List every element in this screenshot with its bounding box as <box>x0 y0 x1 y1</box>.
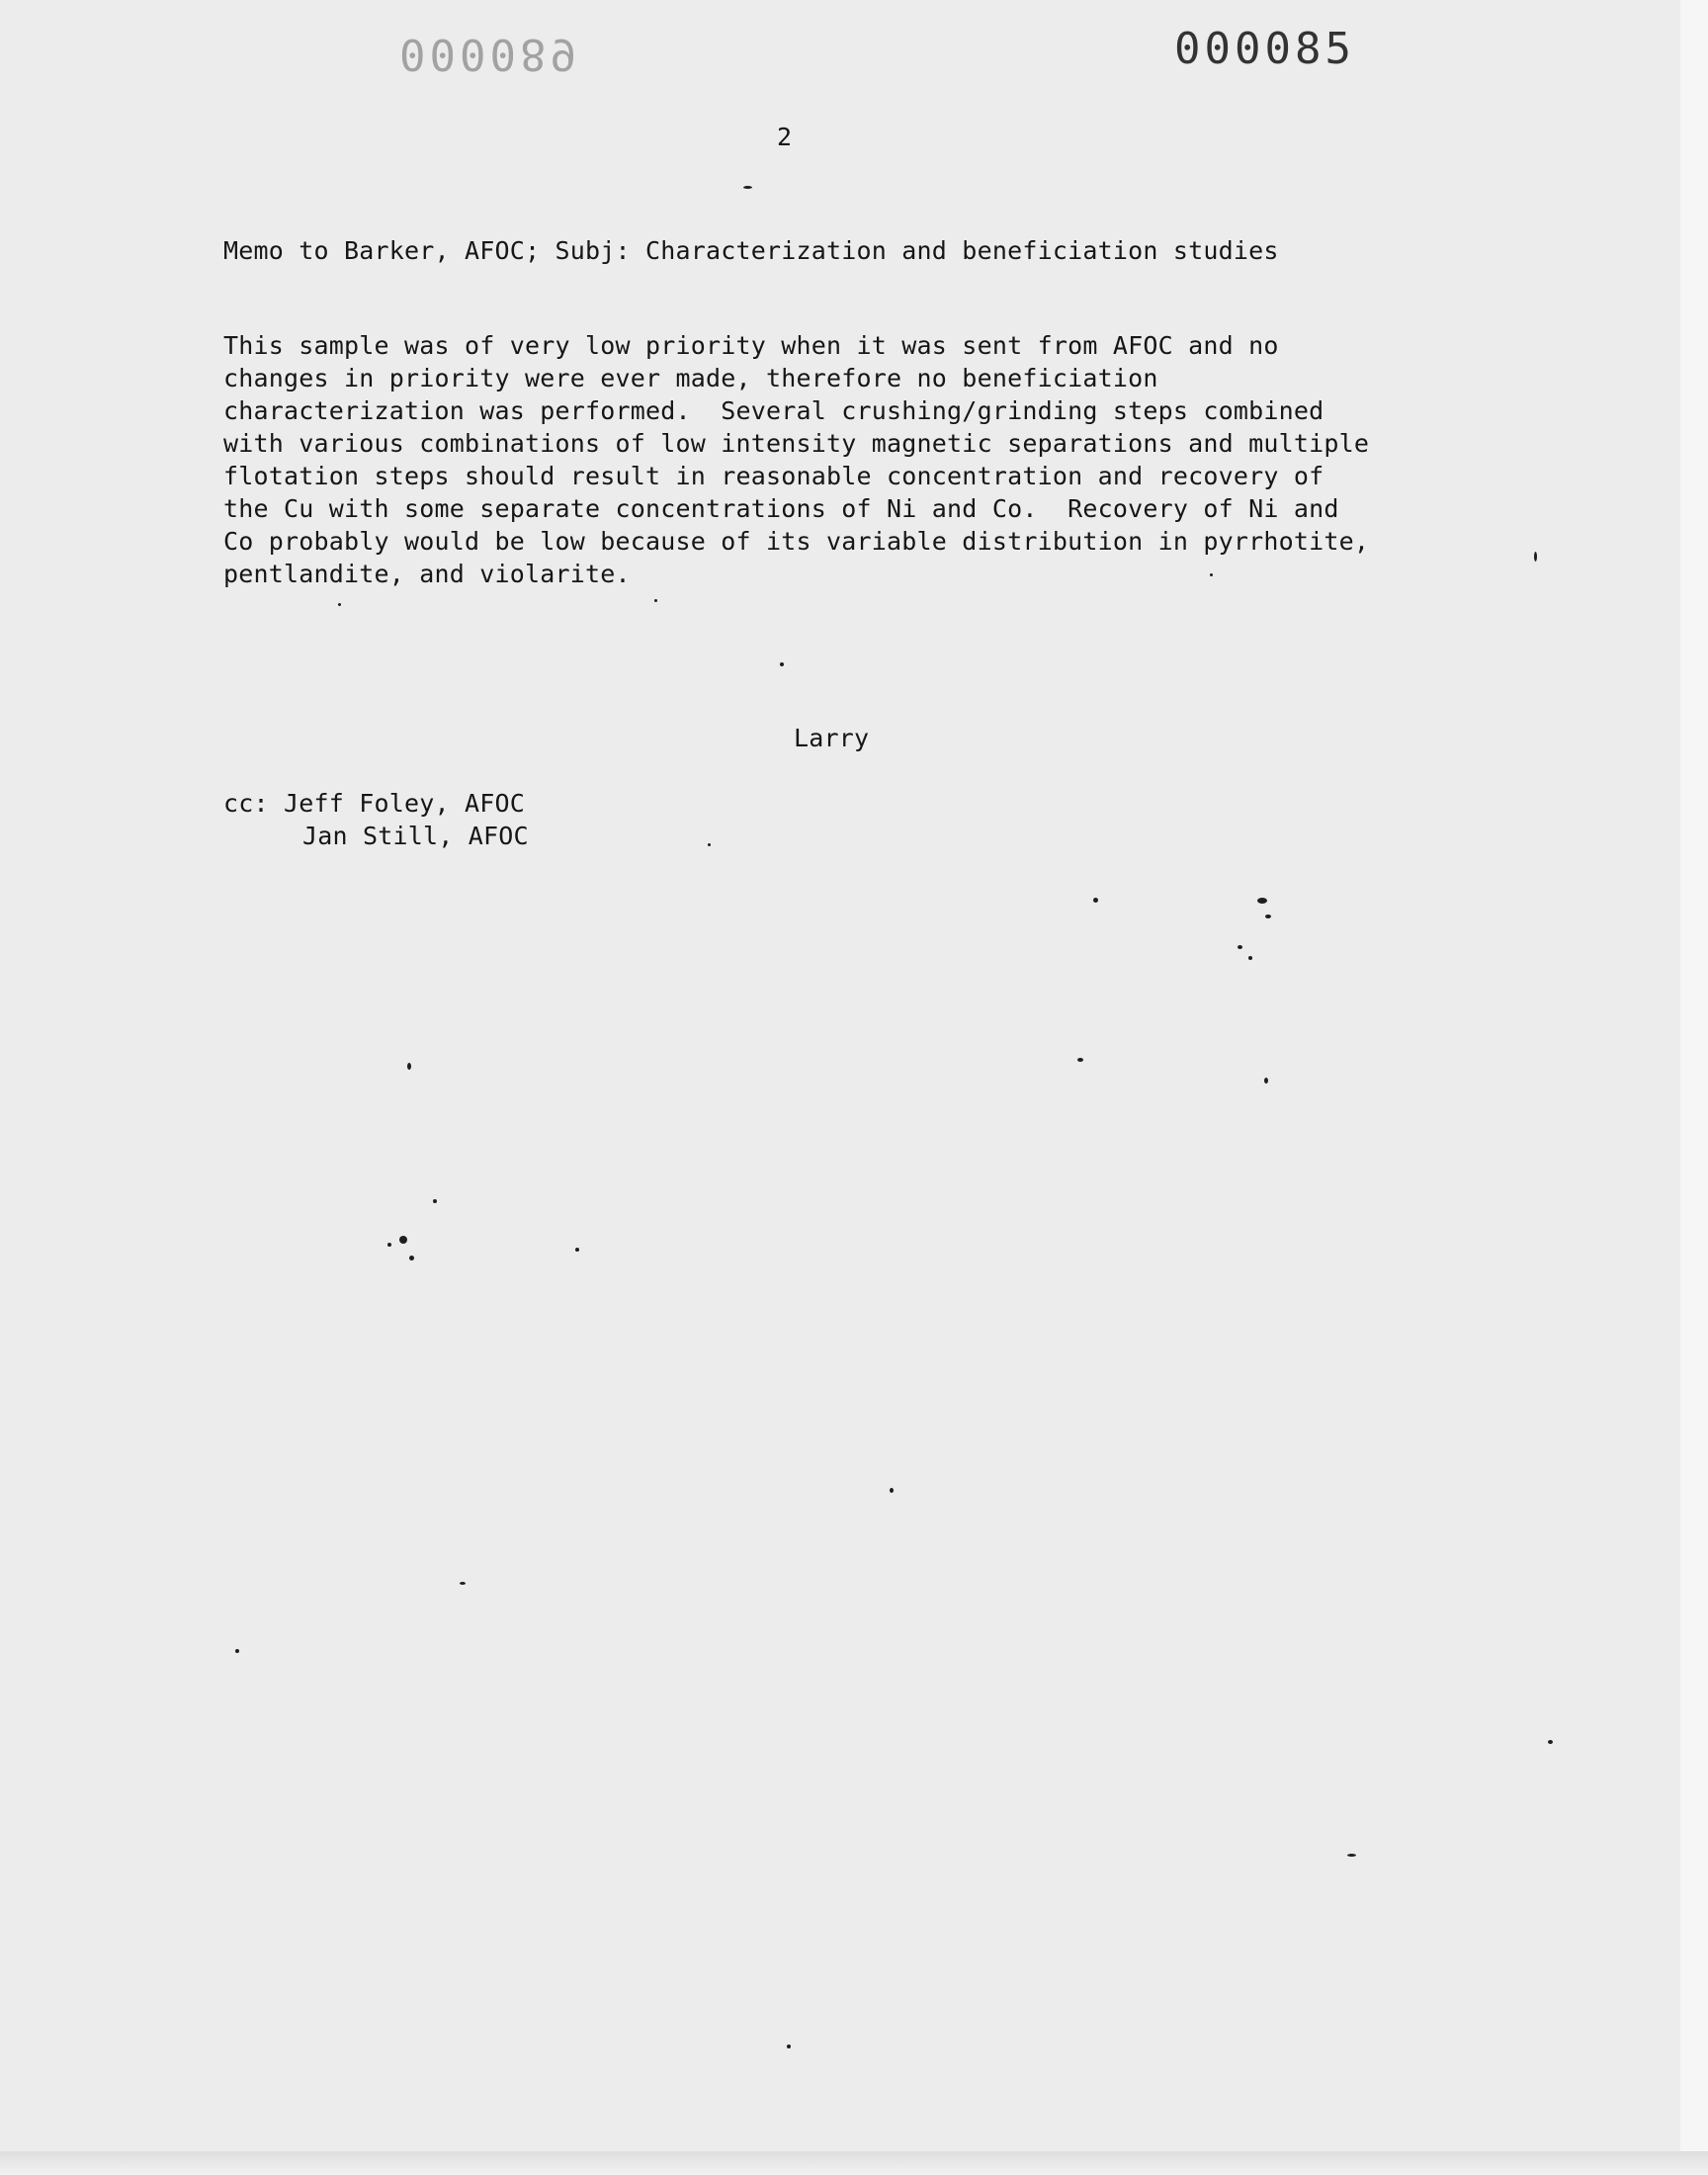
cc-recipient: Jeff Foley, AFOC <box>284 789 526 818</box>
scan-speck <box>1210 573 1213 576</box>
cc-label: cc: <box>223 789 269 818</box>
body-line: pentlandite, and violarite. <box>223 560 631 588</box>
cc-recipient: Jan Still, AFOC <box>302 822 529 850</box>
scan-speck <box>407 1063 411 1070</box>
scan-speck <box>780 662 784 666</box>
scan-speck <box>387 1243 391 1247</box>
scan-speck <box>654 599 657 602</box>
scan-speck <box>235 1649 239 1653</box>
scan-speck <box>890 1488 894 1493</box>
scan-speck <box>1548 1740 1553 1744</box>
scan-edge <box>0 2151 1708 2175</box>
scan-speck <box>399 1236 407 1244</box>
body-line: the Cu with some separate concentrations of Ni and Co. Recovery of Ni and <box>223 494 1339 523</box>
scan-speck <box>460 1582 466 1585</box>
page-stamp-faint: 000089 <box>399 29 580 79</box>
scan-speck <box>1264 1078 1268 1084</box>
scan-speck <box>1248 956 1252 960</box>
scan-speck <box>743 186 752 189</box>
body-line: This sample was of very low priority when it was sent from AFOC and no <box>223 331 1279 360</box>
scan-speck <box>409 1256 414 1261</box>
scan-speck <box>787 2044 791 2048</box>
page-stamp: 000085 <box>1174 24 1355 74</box>
memo-subject-line: Memo to Barker, AFOC; Subj: Characterization and beneficiation studies <box>223 236 1279 265</box>
scan-speck <box>1257 898 1267 904</box>
page-number: 2 <box>777 123 793 151</box>
scan-edge <box>1680 0 1708 2175</box>
body-line: changes in priority were ever made, therefore no beneficiation <box>223 364 1158 392</box>
cc-block <box>223 787 529 852</box>
scan-speck <box>1265 914 1271 918</box>
scan-speck <box>575 1248 579 1252</box>
scan-speck <box>1077 1058 1083 1062</box>
cc-row <box>223 787 529 820</box>
body-line: characterization was performed. Several crushing/grinding steps combined <box>223 396 1324 425</box>
scan-speck <box>1347 1854 1356 1857</box>
scan-speck <box>708 843 711 846</box>
memo-body <box>223 329 1508 590</box>
body-line: flotation steps should result in reasonable concentration and recovery of <box>223 462 1324 490</box>
scan-speck <box>1238 945 1242 949</box>
cc-row <box>223 820 529 852</box>
scan-speck <box>433 1199 437 1203</box>
scan-speck <box>338 603 341 606</box>
body-line: with various combinations of low intensity magnetic separations and multiple <box>223 429 1370 458</box>
scan-speck <box>1534 552 1537 562</box>
scan-speck <box>1093 898 1098 903</box>
body-line: Co probably would be low because of its variable distribution in pyrrhotite, <box>223 527 1370 556</box>
signature: Larry <box>794 724 870 752</box>
